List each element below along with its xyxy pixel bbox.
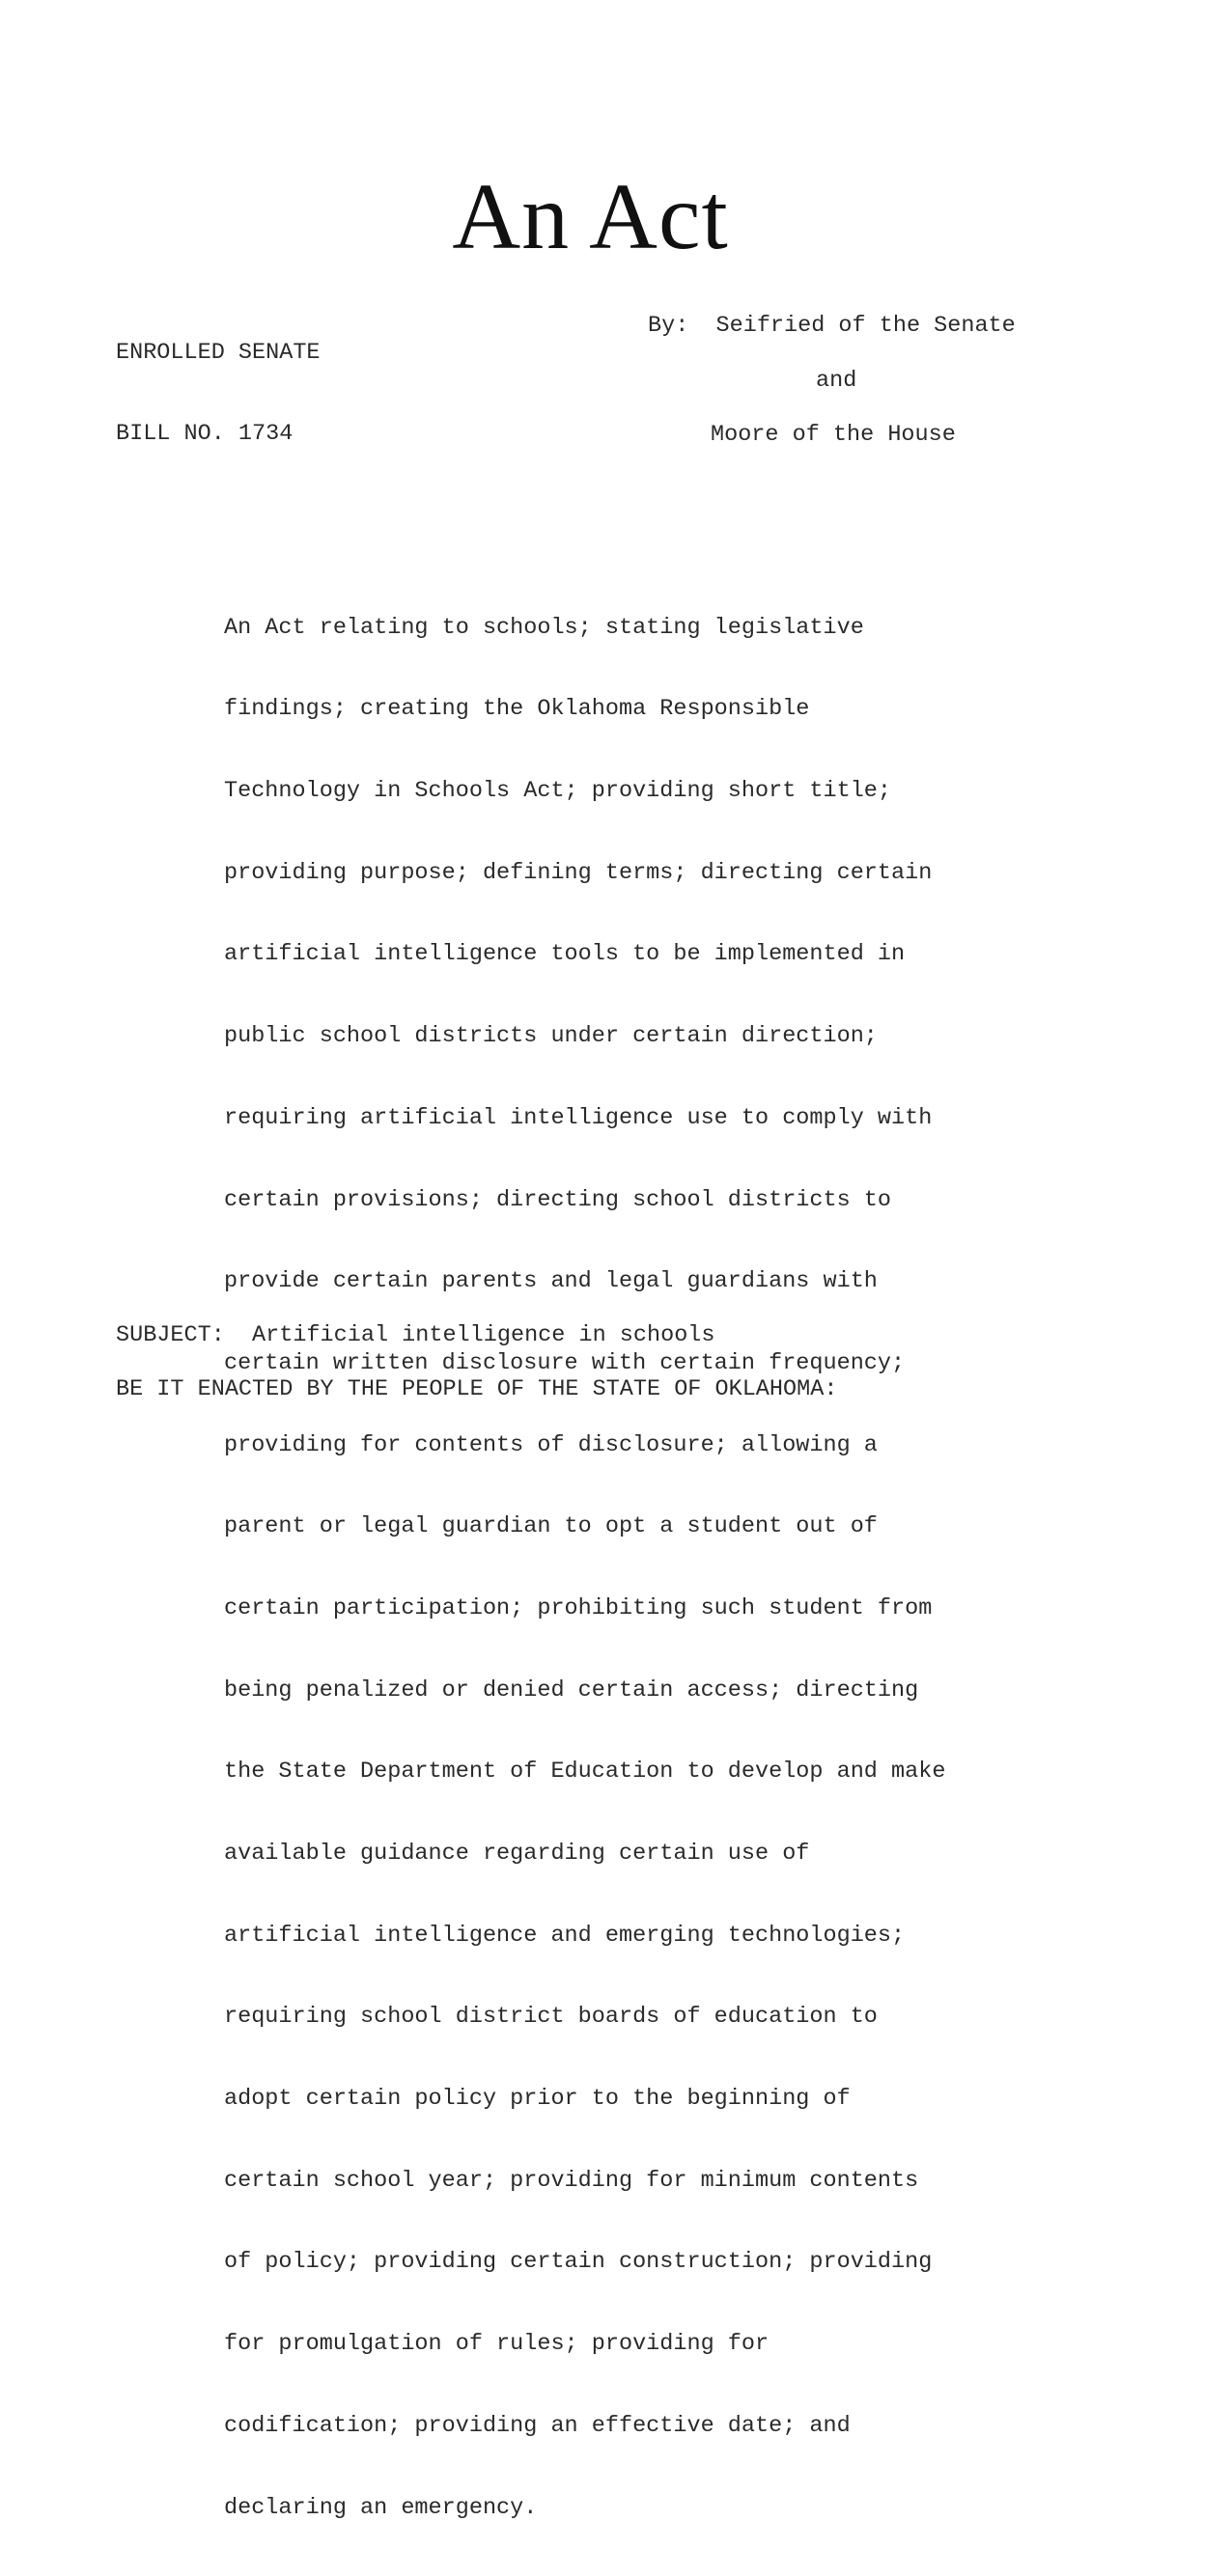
summary-line: artificial intelligence tools to be implemented in (224, 941, 906, 968)
summary-line: An Act relating to schools; stating legislative (224, 614, 864, 641)
summary-line: certain participation; prohibiting such student from (224, 1594, 933, 1621)
act-summary (224, 560, 945, 2576)
subject-line: SUBJECT: Artificial intelligence in schools (116, 1322, 715, 1348)
summary-line: providing for contents of disclosure; allowing a (224, 1431, 878, 1458)
summary-line: parent or legal guardian to opt a student out of (224, 1513, 878, 1540)
summary-line: public school districts under certain direction; (224, 1023, 878, 1050)
senate-sponsor: By: Seifried of the Senate (648, 313, 1016, 339)
summary-line: declaring an emergency. (224, 2494, 538, 2521)
summary-line: certain written disclosure with certain frequency; (224, 1349, 906, 1376)
summary-line: adopt certain policy prior to the beginning of (224, 2086, 851, 2113)
bill-line-enrolled: ENROLLED SENATE (116, 340, 321, 366)
enacting-clause: BE IT ENACTED BY THE PEOPLE OF THE STATE OF OKLAHOMA: (116, 1376, 838, 1402)
summary-line: for promulgation of rules; providing for (224, 2331, 769, 2358)
summary-line: provide certain parents and legal guardians with (224, 1268, 878, 1295)
summary-line: certain school year; providing for minimum contents (224, 2167, 919, 2194)
summary-line: being penalized or denied certain access; directing (224, 1676, 919, 1703)
house-sponsor: Moore of the House (711, 422, 956, 448)
document-title: An Act (452, 165, 729, 269)
summary-line: the State Department of Education to develop and make (224, 1759, 946, 1786)
summary-line: certain provisions; directing school districts to (224, 1186, 892, 1213)
summary-line: artificial intelligence and emerging technologies; (224, 1922, 906, 1949)
sponsor-conjunction: and (816, 368, 857, 394)
bill-line-number: BILL NO. 1734 (116, 421, 294, 447)
summary-line: Technology in Schools Act; providing short title; (224, 778, 892, 805)
summary-line: providing purpose; defining terms; directing certain (224, 859, 933, 886)
summary-line: of policy; providing certain construction; providing (224, 2249, 933, 2276)
summary-line: available guidance regarding certain use of (224, 1841, 810, 1867)
summary-line: requiring school district boards of education to (224, 2004, 878, 2031)
bill-identifier (116, 286, 321, 502)
summary-line: findings; creating the Oklahoma Responsible (224, 696, 810, 723)
summary-line: requiring artificial intelligence use to comply with (224, 1104, 933, 1131)
summary-line: codification; providing an effective date; and (224, 2412, 851, 2439)
